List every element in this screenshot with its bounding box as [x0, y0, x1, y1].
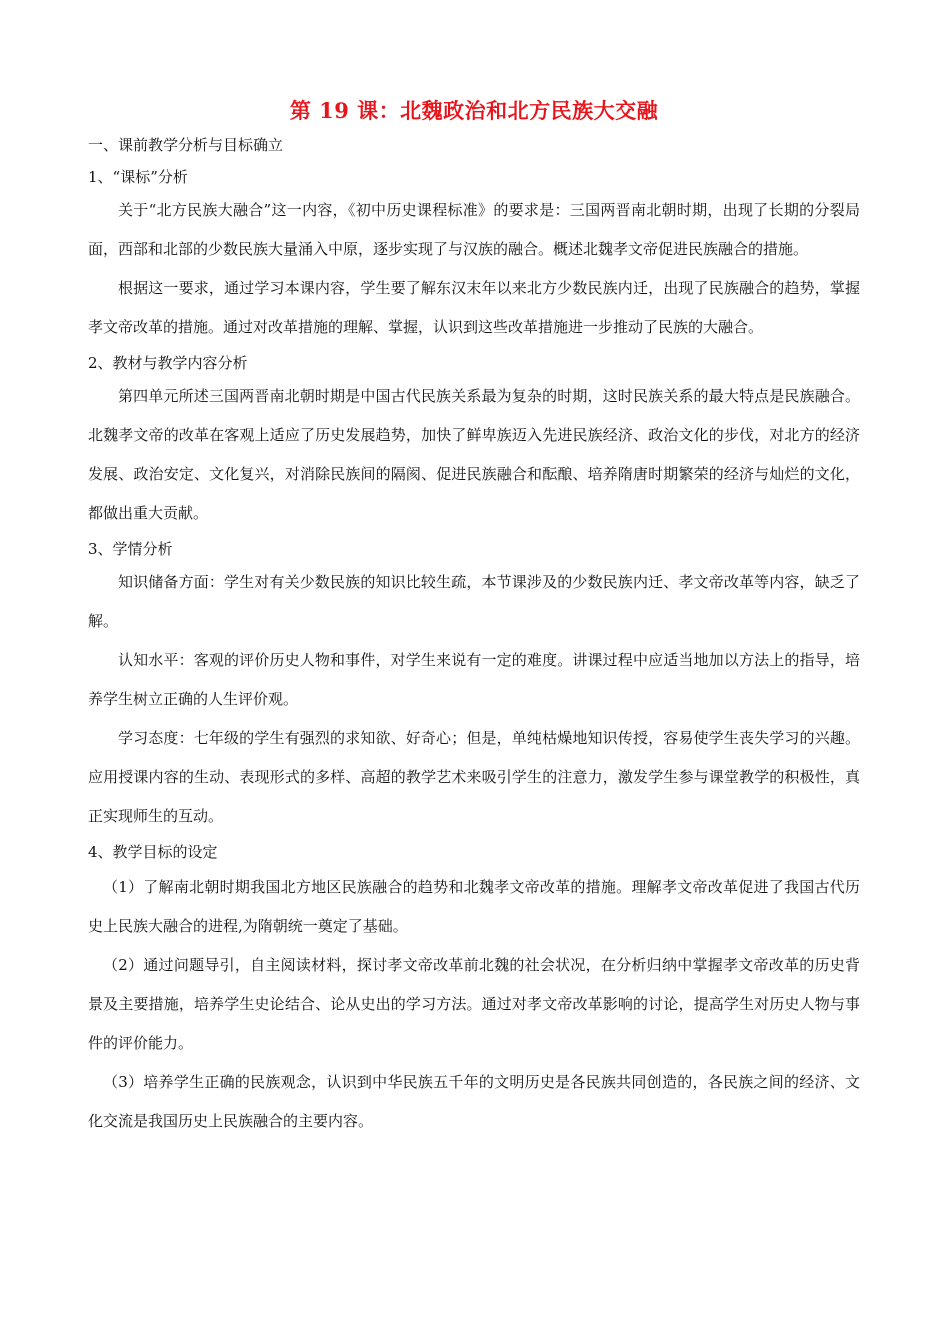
document-page [88, 96, 860, 1141]
paragraph: 第四单元所述三国两晋南北朝时期是中国古代民族关系最为复杂的时期，这时民族关系的最大特点是民族融合。北魏孝文帝的改革在客观上适应了历史发展趋势，加快了鲜卑族迈入先进民族经济、政治文化的步伐，对北方的经济发展、政治安定、文化复兴，对消除民族间的隔阂、促进民族融合和酝酿、培养隋唐时期繁荣的经济与灿烂的文化，都做出重大贡献。 [88, 387, 860, 522]
goal-item: （1）了解南北朝时期我国北方地区民族融合的趋势和北魏孝文帝改革的措施。理解孝文帝改革促进了我国古代历史上民族大融合的进程,为隋朝统一奠定了基础。 [88, 878, 860, 935]
paragraph: 关于“北方民族大融合”这一内容，《初中历史课程标准》的要求是：三国两晋南北朝时期，出现了长期的分裂局面，西部和北部的少数民族大量涌入中原，逐步实现了与汉族的融合。概述北魏孝文帝促进民族融合的措施。 [88, 201, 860, 258]
section-heading-goals: 4、教学目标的设定 [88, 843, 218, 861]
paragraph: 学习态度：七年级的学生有强烈的求知欲、好奇心；但是，单纯枯燥地知识传授，容易使学生丧失学习的兴趣。应用授课内容的生动、表现形式的多样、高超的教学艺术来吸引学生的注意力，激发学生参与课堂教学的积极性，真正实现师生的互动。 [88, 729, 860, 825]
paragraph: 知识储备方面：学生对有关少数民族的知识比较生疏，本节课涉及的少数民族内迁、孝文帝改革等内容，缺乏了解。 [88, 573, 860, 630]
paragraph: 认知水平：客观的评价历史人物和事件，对学生来说有一定的难度。讲课过程中应适当地加以方法上的指导，培养学生树立正确的人生评价观。 [88, 651, 860, 708]
paragraph: 根据这一要求，通过学习本课内容，学生要了解东汉末年以来北方少数民族内迁，出现了民族融合的趋势，掌握孝文帝改革的措施。通过对改革措施的理解、掌握，认识到这些改革措施进一步推动了民族的大融合。 [88, 279, 860, 336]
section-heading-analysis: 一、课前教学分析与目标确立 [88, 136, 284, 154]
section-heading-students: 3、学情分析 [88, 540, 173, 558]
goal-item: （2）通过问题导引，自主阅读材料，探讨孝文帝改革前北魏的社会状况，在分析归纳中掌握孝文帝改革的历史背景及主要措施，培养学生史论结合、论从史出的学习方法。通过对孝文帝改革影响的讨论，提高学生对历史人物与事件的评价能力。 [88, 956, 860, 1052]
section-heading-textbook: 2、教材与教学内容分析 [88, 354, 248, 372]
section-heading-curriculum: 1、“课标”分析 [88, 168, 188, 186]
document-title: 第 19 课：北魏政治和北方民族大交融 [289, 98, 659, 123]
goal-item: （3）培养学生正确的民族观念，认识到中华民族五千年的文明历史是各民族共同创造的，各民族之间的经济、文化交流是我国历史上民族融合的主要内容。 [88, 1073, 860, 1130]
